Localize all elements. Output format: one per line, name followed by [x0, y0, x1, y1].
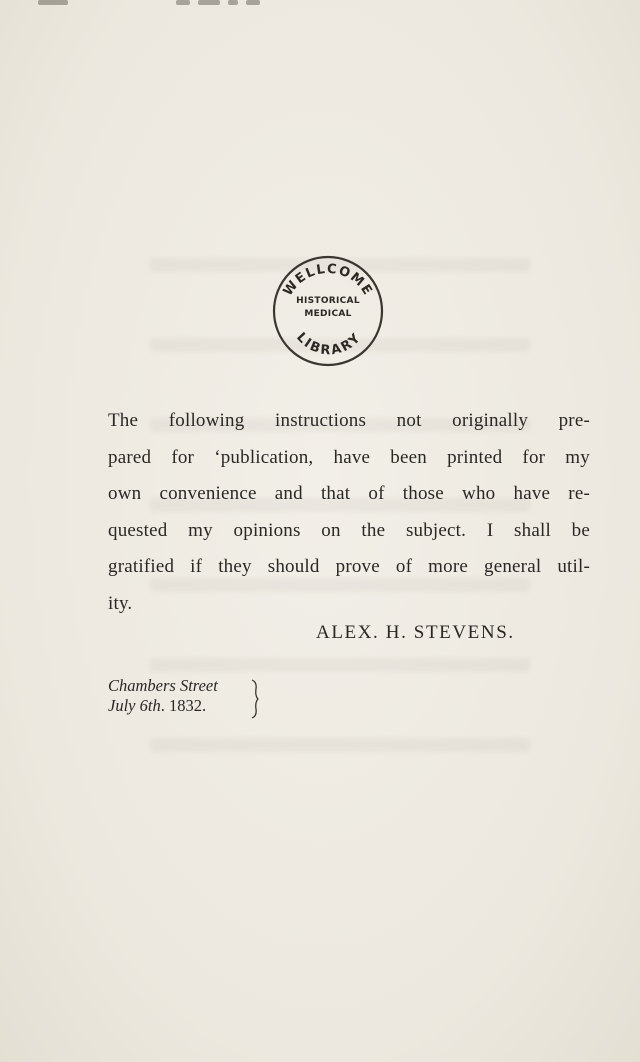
dateline-street: Chambers Street — [108, 676, 218, 695]
top-edge-marks — [0, 0, 640, 14]
stamp-arc-bottom: LIBRARY — [293, 330, 365, 359]
preface-line-6: ity. — [108, 592, 133, 614]
dateline-date-prefix: July — [108, 696, 140, 715]
preface-paragraph — [108, 403, 590, 623]
preface-line-5: gratified if they should prove of more general util- — [108, 556, 590, 578]
dateline-date — [108, 696, 218, 716]
library-stamp — [270, 253, 386, 369]
stamp-arc-top: WELLCOME — [280, 261, 376, 299]
preface-line-1: The following instructions not originally pre- — [108, 410, 590, 431]
dateline-date-suffix: . 1832. — [160, 696, 207, 715]
dateline — [108, 676, 218, 716]
preface-line-3: own convenience and that of those who have re- — [108, 483, 590, 505]
svg-text:LIBRARY — [293, 330, 365, 358]
preface-line-2: pared for ‘publication, have been printed for my — [108, 446, 590, 468]
dateline-brace — [250, 679, 260, 719]
dateline-date-day: 6th — [139, 696, 161, 715]
stamp-center-line-2: MEDICAL — [304, 309, 352, 319]
author-signature: ALEX. H. STEVENS. — [316, 622, 515, 643]
preface-line-4: quested my opinions on the subject. I shall be — [108, 519, 590, 541]
stamp-center-line-1: HISTORICAL — [296, 296, 360, 306]
